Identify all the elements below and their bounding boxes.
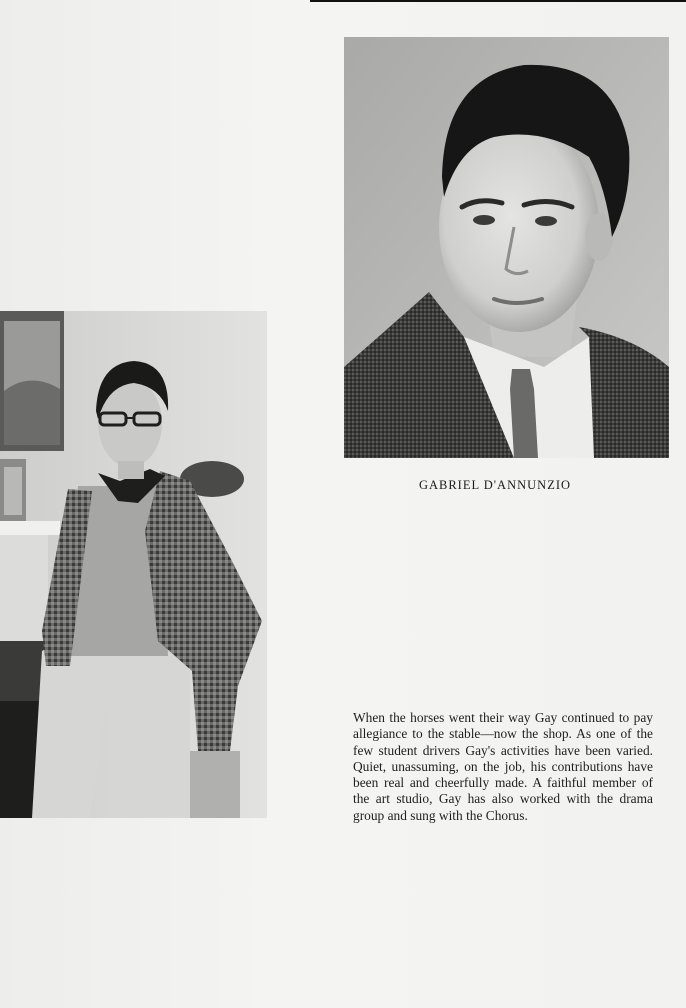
top-edge-rule [310,0,686,2]
photo-caption: GABRIEL D'ANNUNZIO [418,478,572,492]
portrait-photo [344,37,669,458]
bio-paragraph: When the horses went their way Gay continued to pay allegiance to the stable—now the shop. As one of the few student drivers Gay's activities have been varied. Quiet, unassuming, on the job, his contributions have been real and cheerfully made. A faithful member of the art studio, Gay has also worked with the drama group and sung with the Chorus. [353,710,653,823]
portrait-photo-icon [344,37,669,458]
standing-figure-photo-icon [0,311,267,818]
standing-photo [0,311,267,818]
